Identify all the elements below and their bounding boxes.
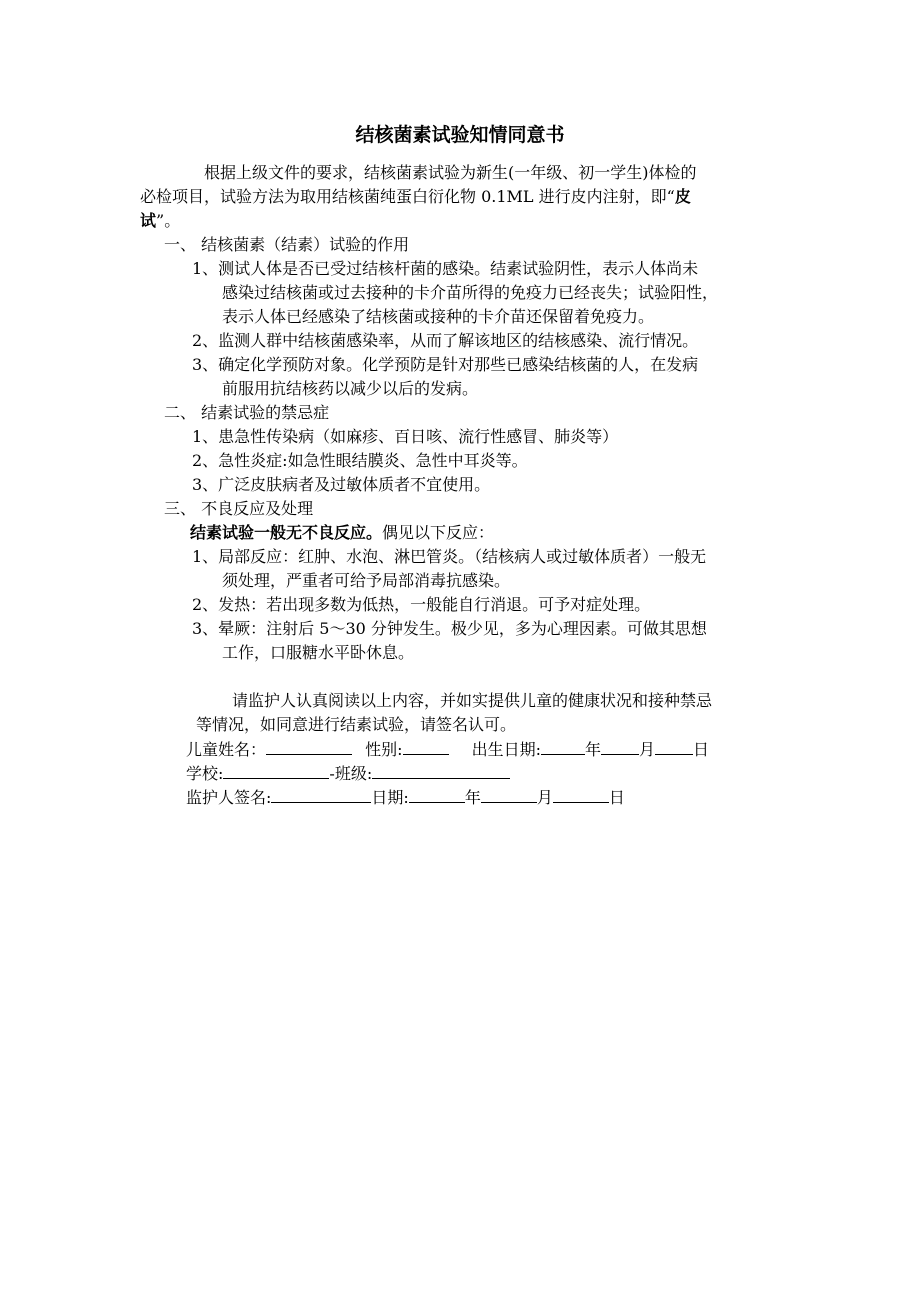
section-1-item-3-line-1: 3、确定化学预防对象。化学预防是针对那些已感染结核菌的人，在发病 <box>192 355 699 374</box>
form-row-child <box>186 738 709 761</box>
class-blank[interactable] <box>372 762 510 779</box>
sign-day-blank[interactable] <box>553 786 609 803</box>
school-label: 学校: <box>186 764 224 783</box>
guardian-signature-blank[interactable] <box>271 786 371 803</box>
document-title: 结核菌素试验知情同意书 <box>355 124 565 146</box>
section-3-item-3-line-2: 工作，口服糖水平卧休息。 <box>222 643 415 662</box>
closing-line-2: 等情况，如同意进行结素试验，请签名认可。 <box>196 715 517 734</box>
section-1-item-2: 2、监测人群中结核菌感染率，从而了解该地区的结核感染、流行情况。 <box>192 331 699 350</box>
sign-day-unit: 日 <box>608 788 625 807</box>
section-2-item-2: 2、急性炎症:如急性眼结膜炎、急性中耳炎等。 <box>192 451 528 470</box>
form-row-school <box>186 762 510 785</box>
section-2-item-1: 1、患急性传染病（如麻疹、百日咳、流行性感冒、肺炎等） <box>192 427 619 446</box>
intro-line-1: 根据上级文件的要求，结核菌素试验为新生(一年级、初一学生)体检的 <box>204 163 697 182</box>
intro-line-2: 必检项目，试验方法为取用结核菌纯蛋白衍化物 0.1ML 进行皮内注射，即“皮 <box>140 187 691 206</box>
sign-year-unit: 年 <box>464 788 481 807</box>
sign-month-blank[interactable] <box>481 786 537 803</box>
section-3-item-1-line-2: 须处理，严重者可给予局部消毒抗感染。 <box>222 571 511 590</box>
sign-date-label: 日期: <box>371 788 409 807</box>
sign-month-unit: 月 <box>536 788 553 807</box>
form-row-guardian <box>186 786 625 809</box>
child-name-blank[interactable] <box>266 738 352 755</box>
child-name-label: 儿童姓名： <box>186 740 267 759</box>
birth-month-unit: 月 <box>639 740 656 759</box>
birth-day-unit: 日 <box>693 740 710 759</box>
section-3-item-2: 2、发热：若出现多数为低热，一般能自行消退。可予对症处理。 <box>192 595 651 614</box>
school-blank[interactable] <box>223 762 329 779</box>
section-3-item-1-line-1: 1、局部反应：红肿、水泡、淋巴管炎。（结核病人或过敏体质者）一般无 <box>192 547 707 566</box>
section-2-heading: 二、 结素试验的禁忌症 <box>164 403 330 422</box>
section-1-item-3-line-2: 前服用抗结核药以减少以后的发病。 <box>222 379 479 398</box>
class-label: -班级: <box>329 764 373 783</box>
gender-label: 性别: <box>365 740 403 759</box>
birth-day-blank[interactable] <box>655 738 693 755</box>
birth-year-blank[interactable] <box>541 738 585 755</box>
birth-date-label: 出生日期: <box>471 740 542 759</box>
sign-year-blank[interactable] <box>409 786 465 803</box>
closing-line-1: 请监护人认真阅读以上内容，并如实提供儿童的健康状况和接种禁忌 <box>232 691 713 710</box>
section-1-item-1-line-1: 1、测试人体是否已受过结核杆菌的感染。结素试验阴性，表示人体尚未 <box>192 259 699 278</box>
section-1-item-1-line-3: 表示人体已经感染了结核菌或接种的卡介苗还保留着免疫力。 <box>222 307 655 326</box>
section-3-lead: 结素试验一般无不良反应。偶见以下反应： <box>190 523 495 542</box>
section-3-item-3-line-1: 3、晕厥：注射后 5～30 分钟发生。极少见，多为心理因素。可做其思想 <box>192 619 707 638</box>
guardian-signature-label: 监护人签名: <box>186 788 272 807</box>
section-1-item-1-line-2: 感染过结核菌或过去接种的卡介苗所得的免疫力已经丧失；试验阳性， <box>222 283 719 302</box>
section-3-heading: 三、 不良反应及处理 <box>164 499 314 518</box>
birth-year-unit: 年 <box>585 740 602 759</box>
section-1-heading: 一、 结核菌素（结素）试验的作用 <box>164 235 410 254</box>
section-2-item-3: 3、广泛皮肤病者及过敏体质者不宜使用。 <box>192 475 491 494</box>
intro-line-3: 试”。 <box>140 211 181 230</box>
gender-blank[interactable] <box>403 738 449 755</box>
birth-month-blank[interactable] <box>601 738 639 755</box>
